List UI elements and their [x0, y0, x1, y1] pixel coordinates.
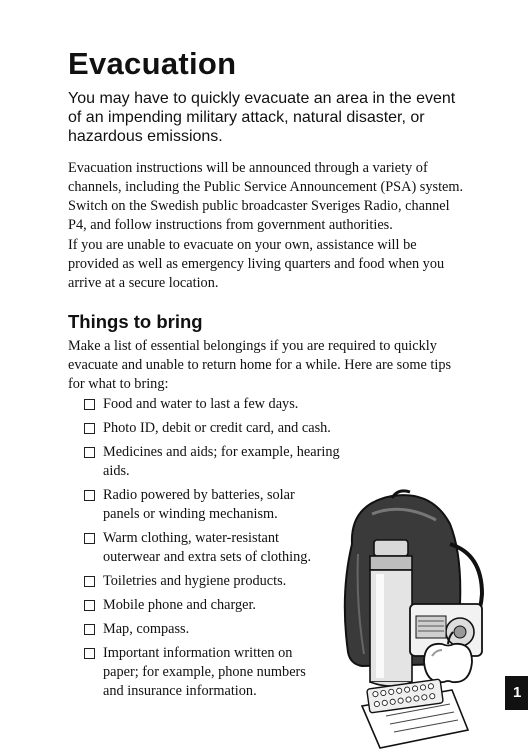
checkbox-icon — [84, 576, 95, 587]
checklist-item — [84, 572, 334, 591]
checkbox-icon — [84, 399, 95, 410]
paragraph-assistance: If you are unable to evacuate on your own, assistance will be provided as well as emergency living quarters and food when you arrive at a secure location. — [68, 237, 445, 291]
documents-icon — [362, 679, 468, 748]
checklist-item — [84, 596, 334, 615]
paragraph-instructions: Evacuation instructions will be announced through a variety of channels, including the Public Service Announcement (PSA) system. Switch on the Swedish public broadcaster Sveriges Radio, channel P4, and follow instructions from government authorities. — [68, 160, 464, 233]
checkbox-icon — [84, 447, 95, 458]
page-title: Evacuation — [68, 46, 237, 81]
checklist-item — [84, 529, 318, 567]
checklist-item — [84, 443, 343, 481]
checklist-item-label: Important information written on paper; for example, phone numbers and insurance information. — [103, 645, 306, 699]
checkbox-icon — [84, 600, 95, 611]
checklist-item — [84, 395, 334, 414]
checklist-item-label: Mobile phone and charger. — [103, 597, 256, 613]
checklist-item — [84, 419, 334, 438]
section-intro: Make a list of essential belongings if you are required to quickly evacuate and unable to return home for a while. Here are some tips for what to bring: — [68, 338, 452, 392]
checklist-item-label: Warm clothing, water-resistant outerwear and extra sets of clothing. — [103, 530, 312, 565]
checkbox-icon — [84, 624, 95, 635]
checkbox-icon — [84, 648, 95, 659]
lead-paragraph: You may have to quickly evacuate an area in the event of an impending military attack, natural disaster, or hazardous emissions. — [68, 90, 456, 145]
section-heading: Things to bring — [68, 311, 203, 332]
checklist — [84, 395, 340, 706]
checkbox-icon — [84, 423, 95, 434]
checklist-item-label: Map, compass. — [103, 621, 190, 637]
checklist-item-label: Radio powered by batteries, solar panels or winding mechanism. — [103, 487, 295, 522]
checklist-item-label: Toiletries and hygiene products. — [103, 573, 287, 589]
checklist-item — [84, 644, 318, 701]
page-number-tab: 1 — [505, 676, 528, 710]
checklist-item — [84, 486, 313, 524]
checkbox-icon — [84, 490, 95, 501]
checklist-item — [84, 620, 334, 639]
checklist-item-label: Medicines and aids; for example, hearing aids. — [103, 444, 340, 479]
checklist-item-label: Food and water to last a few days. — [103, 396, 299, 412]
checkbox-icon — [84, 533, 95, 544]
thermos-icon — [370, 540, 412, 686]
evacuation-kit-illustration — [332, 484, 492, 754]
checklist-item-label: Photo ID, debit or credit card, and cash. — [103, 420, 331, 436]
